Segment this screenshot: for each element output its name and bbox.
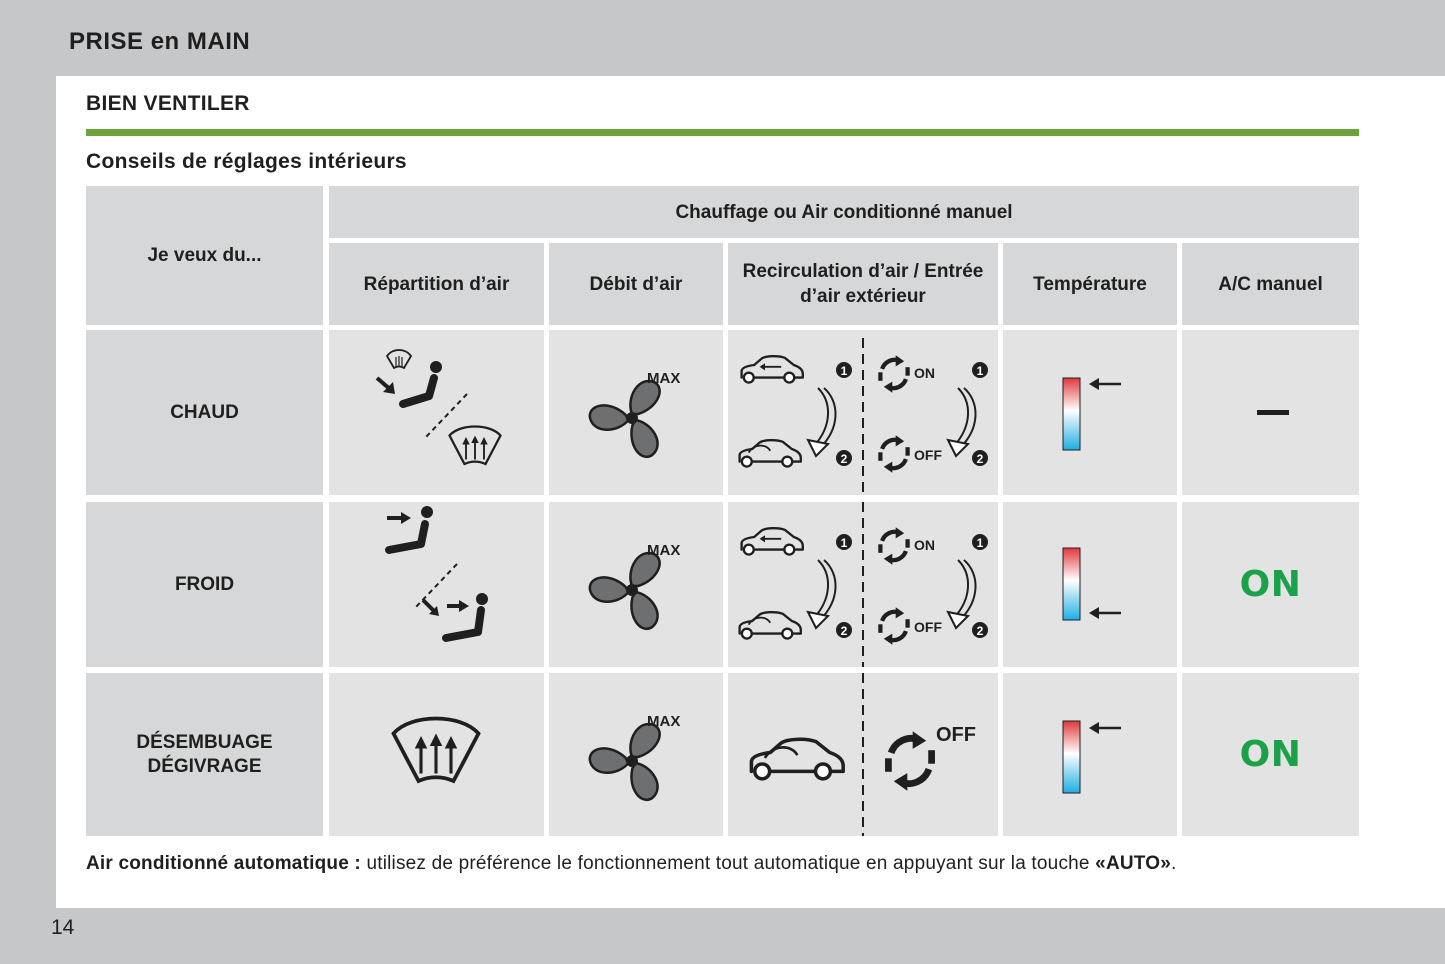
step-arrow-icon xyxy=(808,388,836,456)
column-header-temperature xyxy=(1003,243,1177,325)
recirculation-icon xyxy=(728,673,998,836)
step-arrow-icon xyxy=(808,560,836,628)
windscreen-small-icon xyxy=(387,350,411,368)
section-divider xyxy=(86,129,1359,136)
column-header-air-flow xyxy=(549,243,723,325)
step-two-badge: 2 xyxy=(840,452,848,466)
recirculation-cell xyxy=(728,673,998,836)
column-header-label: Recirculation d’air / Entrée d’air extérieur xyxy=(742,261,984,307)
footer-note xyxy=(86,854,1359,874)
recirculation-on-icon xyxy=(880,527,907,564)
column-header-label: Température xyxy=(1033,273,1147,295)
section-title: BIEN VENTILER xyxy=(86,92,250,115)
step-one-badge: 1 xyxy=(840,536,848,550)
step-two-badge: 2 xyxy=(840,624,848,638)
step-one-badge: 1 xyxy=(976,536,984,550)
group-header xyxy=(329,186,1359,238)
row-label: DÉSEMBUAGE DÉGIVRAGE xyxy=(136,731,273,777)
windscreen-demist-icon xyxy=(329,673,544,836)
air-flow-cell xyxy=(549,502,723,667)
footer-end: . xyxy=(1171,853,1177,874)
column-header-label: Répartition d’air xyxy=(363,273,510,295)
car-recirculation-icon xyxy=(740,440,801,466)
air-flow-cell xyxy=(549,330,723,495)
temperature-cell xyxy=(1003,330,1177,495)
recirculation-off-icon xyxy=(880,435,907,472)
ac-on-label: ON xyxy=(1239,564,1302,605)
column-header-recirculation xyxy=(728,243,998,325)
manual-ac-cell xyxy=(1182,673,1359,836)
demist-icon xyxy=(450,427,501,465)
step-one-badge: 1 xyxy=(840,364,848,378)
fan-max-label: MAX xyxy=(647,542,681,559)
recirculation-cell xyxy=(728,502,998,667)
footer-lead: Air conditionné automatique : xyxy=(86,853,361,874)
step-one-badge: 1 xyxy=(976,364,984,378)
air-distribution-cell xyxy=(329,502,544,667)
step-two-badge: 2 xyxy=(976,624,984,638)
air-distribution-icon xyxy=(329,502,544,667)
content-panel xyxy=(56,76,1445,908)
temperature-cell xyxy=(1003,673,1177,836)
thermometer-high-icon xyxy=(1003,673,1177,836)
footer-auto-key: «AUTO» xyxy=(1095,853,1171,874)
air-flow-cell xyxy=(549,673,723,836)
car-outside-air-icon xyxy=(742,356,803,382)
fan-icon xyxy=(549,673,723,836)
step-two-badge: 2 xyxy=(976,452,984,466)
recirculation-icon xyxy=(728,502,998,667)
car-outside-air-icon xyxy=(742,528,803,554)
row-label-cold xyxy=(86,502,323,667)
recirculation-off-label: OFF xyxy=(936,724,976,746)
fan-icon xyxy=(549,502,723,667)
column-header-manual-ac xyxy=(1182,243,1359,325)
recirculation-on-icon xyxy=(880,355,907,392)
row-label-hot xyxy=(86,330,323,495)
recirculation-icon xyxy=(728,330,998,495)
step-arrow-icon xyxy=(948,388,976,456)
corner-header-label: Je veux du... xyxy=(147,245,262,266)
group-header-label: Chauffage ou Air conditionné manuel xyxy=(675,201,1013,223)
fan-max-label: MAX xyxy=(647,370,681,387)
recirculation-off-label: OFF xyxy=(914,619,942,635)
manual-ac-cell xyxy=(1182,330,1359,495)
corner-header xyxy=(86,186,323,325)
thermometer-low-icon xyxy=(1003,502,1177,667)
temperature-cell xyxy=(1003,502,1177,667)
recirculation-cell xyxy=(728,330,998,495)
fan-max-label: MAX xyxy=(647,713,681,730)
fan-icon xyxy=(549,330,723,495)
ac-on-label: ON xyxy=(1239,734,1302,775)
recirculation-on-label: ON xyxy=(914,365,935,381)
air-distribution-icon xyxy=(329,330,544,495)
chapter-title: PRISE en MAIN xyxy=(69,28,251,55)
air-distribution-cell xyxy=(329,330,544,495)
subtitle: Conseils de réglages intérieurs xyxy=(86,150,407,173)
thermometer-high-icon xyxy=(1003,330,1177,495)
step-arrow-icon xyxy=(948,560,976,628)
row-label: CHAUD xyxy=(170,401,239,423)
row-label-demist xyxy=(86,673,323,836)
footer-text: utilisez de préférence le fonctionnement tout automatique en appuyant sur la touche xyxy=(366,853,1090,874)
dash-icon xyxy=(1257,410,1289,415)
page-number: 14 xyxy=(51,916,75,939)
column-header-air-distribution xyxy=(329,243,544,325)
recirculation-off-icon xyxy=(888,731,931,790)
column-header-label: Débit d’air xyxy=(589,273,683,295)
manual-ac-cell xyxy=(1182,502,1359,667)
recirculation-off-icon xyxy=(880,607,907,644)
recirculation-on-label: ON xyxy=(914,537,935,553)
recirculation-off-label: OFF xyxy=(914,447,942,463)
air-distribution-cell xyxy=(329,673,544,836)
car-recirculation-icon xyxy=(740,612,801,638)
row-label: FROID xyxy=(174,573,235,595)
car-recirculation-icon xyxy=(751,739,843,779)
column-header-label: A/C manuel xyxy=(1218,273,1323,295)
